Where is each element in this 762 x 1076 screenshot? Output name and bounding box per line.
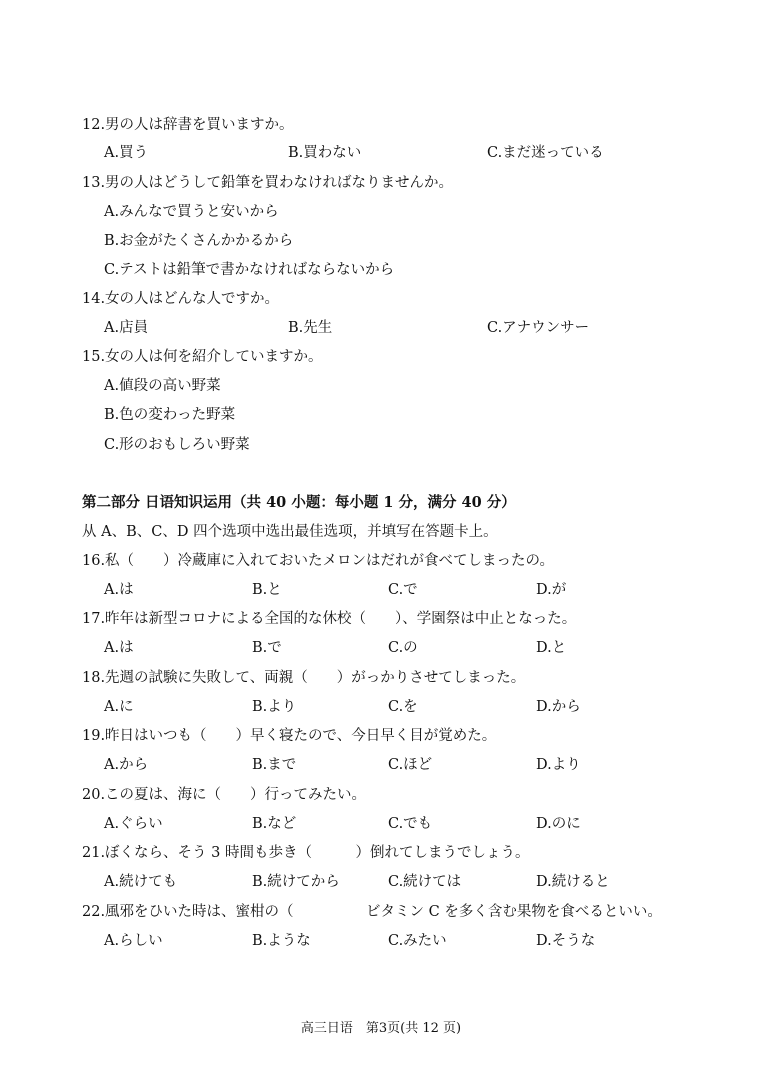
question-15-option-a: A.値段の高い野菜 [104,378,221,394]
question-20-stem: 20.この夏は、海に（ ）行ってみたい。 [82,787,367,803]
question-13-option-b: B.お金がたくさんかかるから [104,233,294,249]
question-18-stem: 18.先週の試験に失敗して、両親（ ）がっかりさせてしまった。 [82,670,526,686]
question-18-option-c: C.を [388,699,418,715]
question-13-option-a: A.みんなで買うと安いから [104,204,279,220]
question-12-option-b: B.買わない [288,145,362,161]
question-14-option-c: C.アナウンサー [487,320,590,336]
question-22-option-b: B.ような [252,933,311,949]
page-footer: 高三日语 第3页(共 12 页) [300,1021,462,1036]
part-2-instruction: 从 A、B、C、D 四个选项中选出最佳选项，并填写在答题卡上。 [82,524,498,540]
question-14-option-b: B.先生 [288,320,333,336]
question-14-option-a: A.店員 [104,320,149,336]
question-16-option-c: C.で [388,582,418,598]
question-16-option-b: B.と [252,582,282,598]
question-18-option-a: A.に [104,699,134,715]
question-12-option-c: C.まだ迷っている [487,145,604,161]
question-18-option-b: B.より [252,699,297,715]
question-21-option-b: B.続けてから [252,874,340,890]
question-17-option-b: B.で [252,640,282,656]
question-21-option-a: A.続けても [104,874,178,890]
question-17-option-c: C.の [388,640,418,656]
question-17-option-d: D.と [536,640,567,656]
part-2-title: 第二部分 日语知识运用（共 40 小题：每小题 1 分，满分 40 分） [82,494,516,511]
question-22-option-a: A.らしい [104,933,163,949]
question-17-option-a: A.は [104,640,134,656]
question-19-option-c: C.ほど [388,757,433,773]
question-16-option-d: D.が [536,582,567,598]
question-19-option-b: B.まで [252,757,297,773]
question-15-option-c: C.形のおもしろい野菜 [104,437,250,453]
question-19-stem: 19.昨日はいつも（ ）早く寝たので、今日早く目が覚めた。 [82,728,497,744]
question-12-stem: 12.男の人は辞書を買いますか。 [82,117,294,133]
question-15-stem: 15.女の人は何を紹介していますか。 [82,349,323,365]
question-17-stem: 17.昨年は新型コロナによる全国的な休校（ ）、学園祭は中止となった。 [82,611,577,627]
question-21-option-d: D.続けると [536,874,610,890]
question-20-option-a: A.ぐらい [104,816,163,832]
question-13-option-c: C.テストは鉛筆で書かなければならないから [104,262,395,278]
question-12-option-a: A.買う [104,145,149,161]
question-16-option-a: A.は [104,582,134,598]
question-20-option-b: B.など [252,816,297,832]
question-16-stem: 16.私（ ）冷蔵庫に入れておいたメロンはだれが食べてしまったの。 [82,553,554,569]
question-18-option-d: D.から [536,699,581,715]
question-19-option-d: D.より [536,757,581,773]
question-22-option-d: D.そうな [536,933,596,949]
question-20-option-d: D.のに [536,816,581,832]
question-21-stem: 21.ぼくなら、そう 3 時間も歩き（ ）倒れてしまうでしょう。 [82,845,530,861]
question-14-stem: 14.女の人はどんな人ですか。 [82,291,280,307]
question-20-option-c: C.でも [388,816,433,832]
question-13-stem: 13.男の人はどうして鉛筆を買わなければなりませんか。 [82,175,454,191]
question-22-stem: 22.風邪をひいた時は、蜜柑の（ ビタミン C を多く含む果物を食べるといい。 [82,904,662,920]
question-22-option-c: C.みたい [388,933,447,949]
question-21-option-c: C.続けては [388,874,462,890]
question-19-option-a: A.から [104,757,149,773]
question-15-option-b: B.色の変わった野菜 [104,407,236,423]
